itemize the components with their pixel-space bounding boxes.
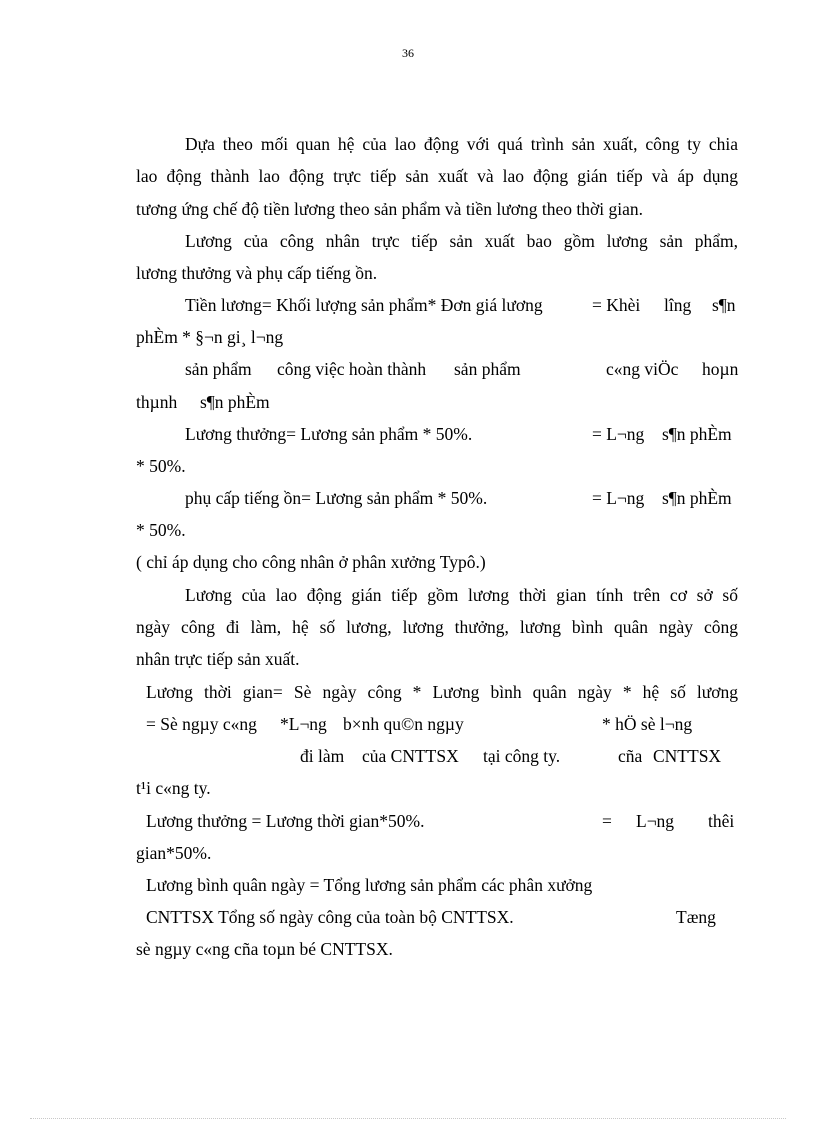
formula-line-encoded: s¶n phÈm (662, 488, 732, 508)
formula-line-encoded: = Khèi (592, 295, 641, 315)
formula-line-encoded: = Sè ngµy c«ng (146, 714, 257, 734)
formula-line-encoded: Tæng (676, 907, 716, 927)
formula-subscript-encoded: hoµn (702, 359, 739, 379)
formula-subscript: CNTTSX Tổng số ngày công của toàn bộ CNTTSX. (146, 907, 514, 927)
formula-subscript: của CNTTSX (362, 746, 459, 766)
formula-subscript: sản phẩm (454, 359, 521, 379)
text-line: Dựa theo mối quan hệ của lao động với quá trình sản xuất, công ty chia (185, 134, 738, 154)
text-line-encoded: t¹i c«ng ty. (136, 778, 211, 798)
formula-line-encoded: lîng (664, 295, 692, 315)
text-line-encoded: phÈm * §¬n gi¸ l¬ng (136, 327, 284, 347)
formula-subscript: đi làm (300, 746, 345, 766)
formula-line-encoded: thêi (708, 811, 735, 831)
formula-line: Tiền lương= Khối lượng sản phẩm* Đơn giá lương (185, 295, 543, 315)
formula-line-encoded: *L¬ng (280, 714, 327, 734)
formula-line: phụ cấp tiếng ồn= Lương sản phẩm * 50%. (185, 488, 488, 508)
formula-line-encoded: L¬ng (636, 811, 675, 831)
text-line-encoded: s¶n phÈm (200, 392, 270, 412)
text-line-encoded: sè ngµy c«ng cña toµn bé CNTTSX. (136, 939, 393, 959)
formula-line: Lương thưởng= Lương sản phẩm * 50%. (185, 424, 473, 444)
text-line: nhân trực tiếp sản xuất. (136, 649, 300, 669)
formula-line-encoded: = L¬ng (592, 424, 645, 444)
formula-line-encoded: s¶n phÈm (662, 424, 732, 444)
formula-line-encoded: = L¬ng (592, 488, 645, 508)
formula-subscript-encoded: CNTTSX (653, 746, 722, 766)
formula-line-encoded: b×nh qu©n ngµy (343, 714, 464, 734)
formula-subscript: tại công ty. (483, 746, 561, 766)
text-line: lương thưởng và phụ cấp tiếng ồn. (136, 263, 378, 283)
formula-line-encoded: * hÖ sè l¬ng (602, 714, 693, 734)
formula-line-encoded: s¶n (712, 295, 736, 315)
text-line: tương ứng chế độ tiền lương theo sản phẩm và tiền lương theo thời gian. (136, 199, 644, 219)
page-number: 36 (402, 46, 414, 60)
text-line-encoded: thµnh (136, 392, 178, 412)
text-line: ( chỉ áp dụng cho công nhân ở phân xưởng Typô.) (136, 552, 486, 572)
formula-subscript-encoded: c«ng viÖc (606, 359, 679, 379)
text-line: Lương của công nhân trực tiếp sản xuất bao gồm lương sản phẩm, (185, 231, 738, 251)
text-line: lao động thành lao động trực tiếp sản xuất và lao động gián tiếp và áp dụng (136, 166, 738, 186)
text-line: gian*50%. (136, 843, 212, 863)
text-line: * 50%. (136, 456, 186, 476)
formula-subscript: sản phẩm (185, 359, 252, 379)
formula-line: Lương thời gian= Sè ngày công * Lương bình quân ngày * hệ số lương (146, 682, 738, 702)
formula-line-encoded: = (602, 811, 612, 831)
page-bottom-rule (30, 1118, 786, 1119)
formula-line: Lương bình quân ngày = Tổng lương sản phẩm các phân xưởng (146, 875, 593, 895)
formula-line: Lương thưởng = Lương thời gian*50%. (146, 811, 425, 831)
text-line: * 50%. (136, 520, 186, 540)
formula-subscript: công việc hoàn thành (277, 359, 427, 379)
formula-subscript-encoded: cña (618, 746, 643, 766)
text-line: ngày công đi làm, hệ số lương, lương thưởng, lương bình quân ngày công (136, 617, 738, 637)
text-line: Lương của lao động gián tiếp gồm lương thời gian tính trên cơ sở số (185, 585, 738, 605)
